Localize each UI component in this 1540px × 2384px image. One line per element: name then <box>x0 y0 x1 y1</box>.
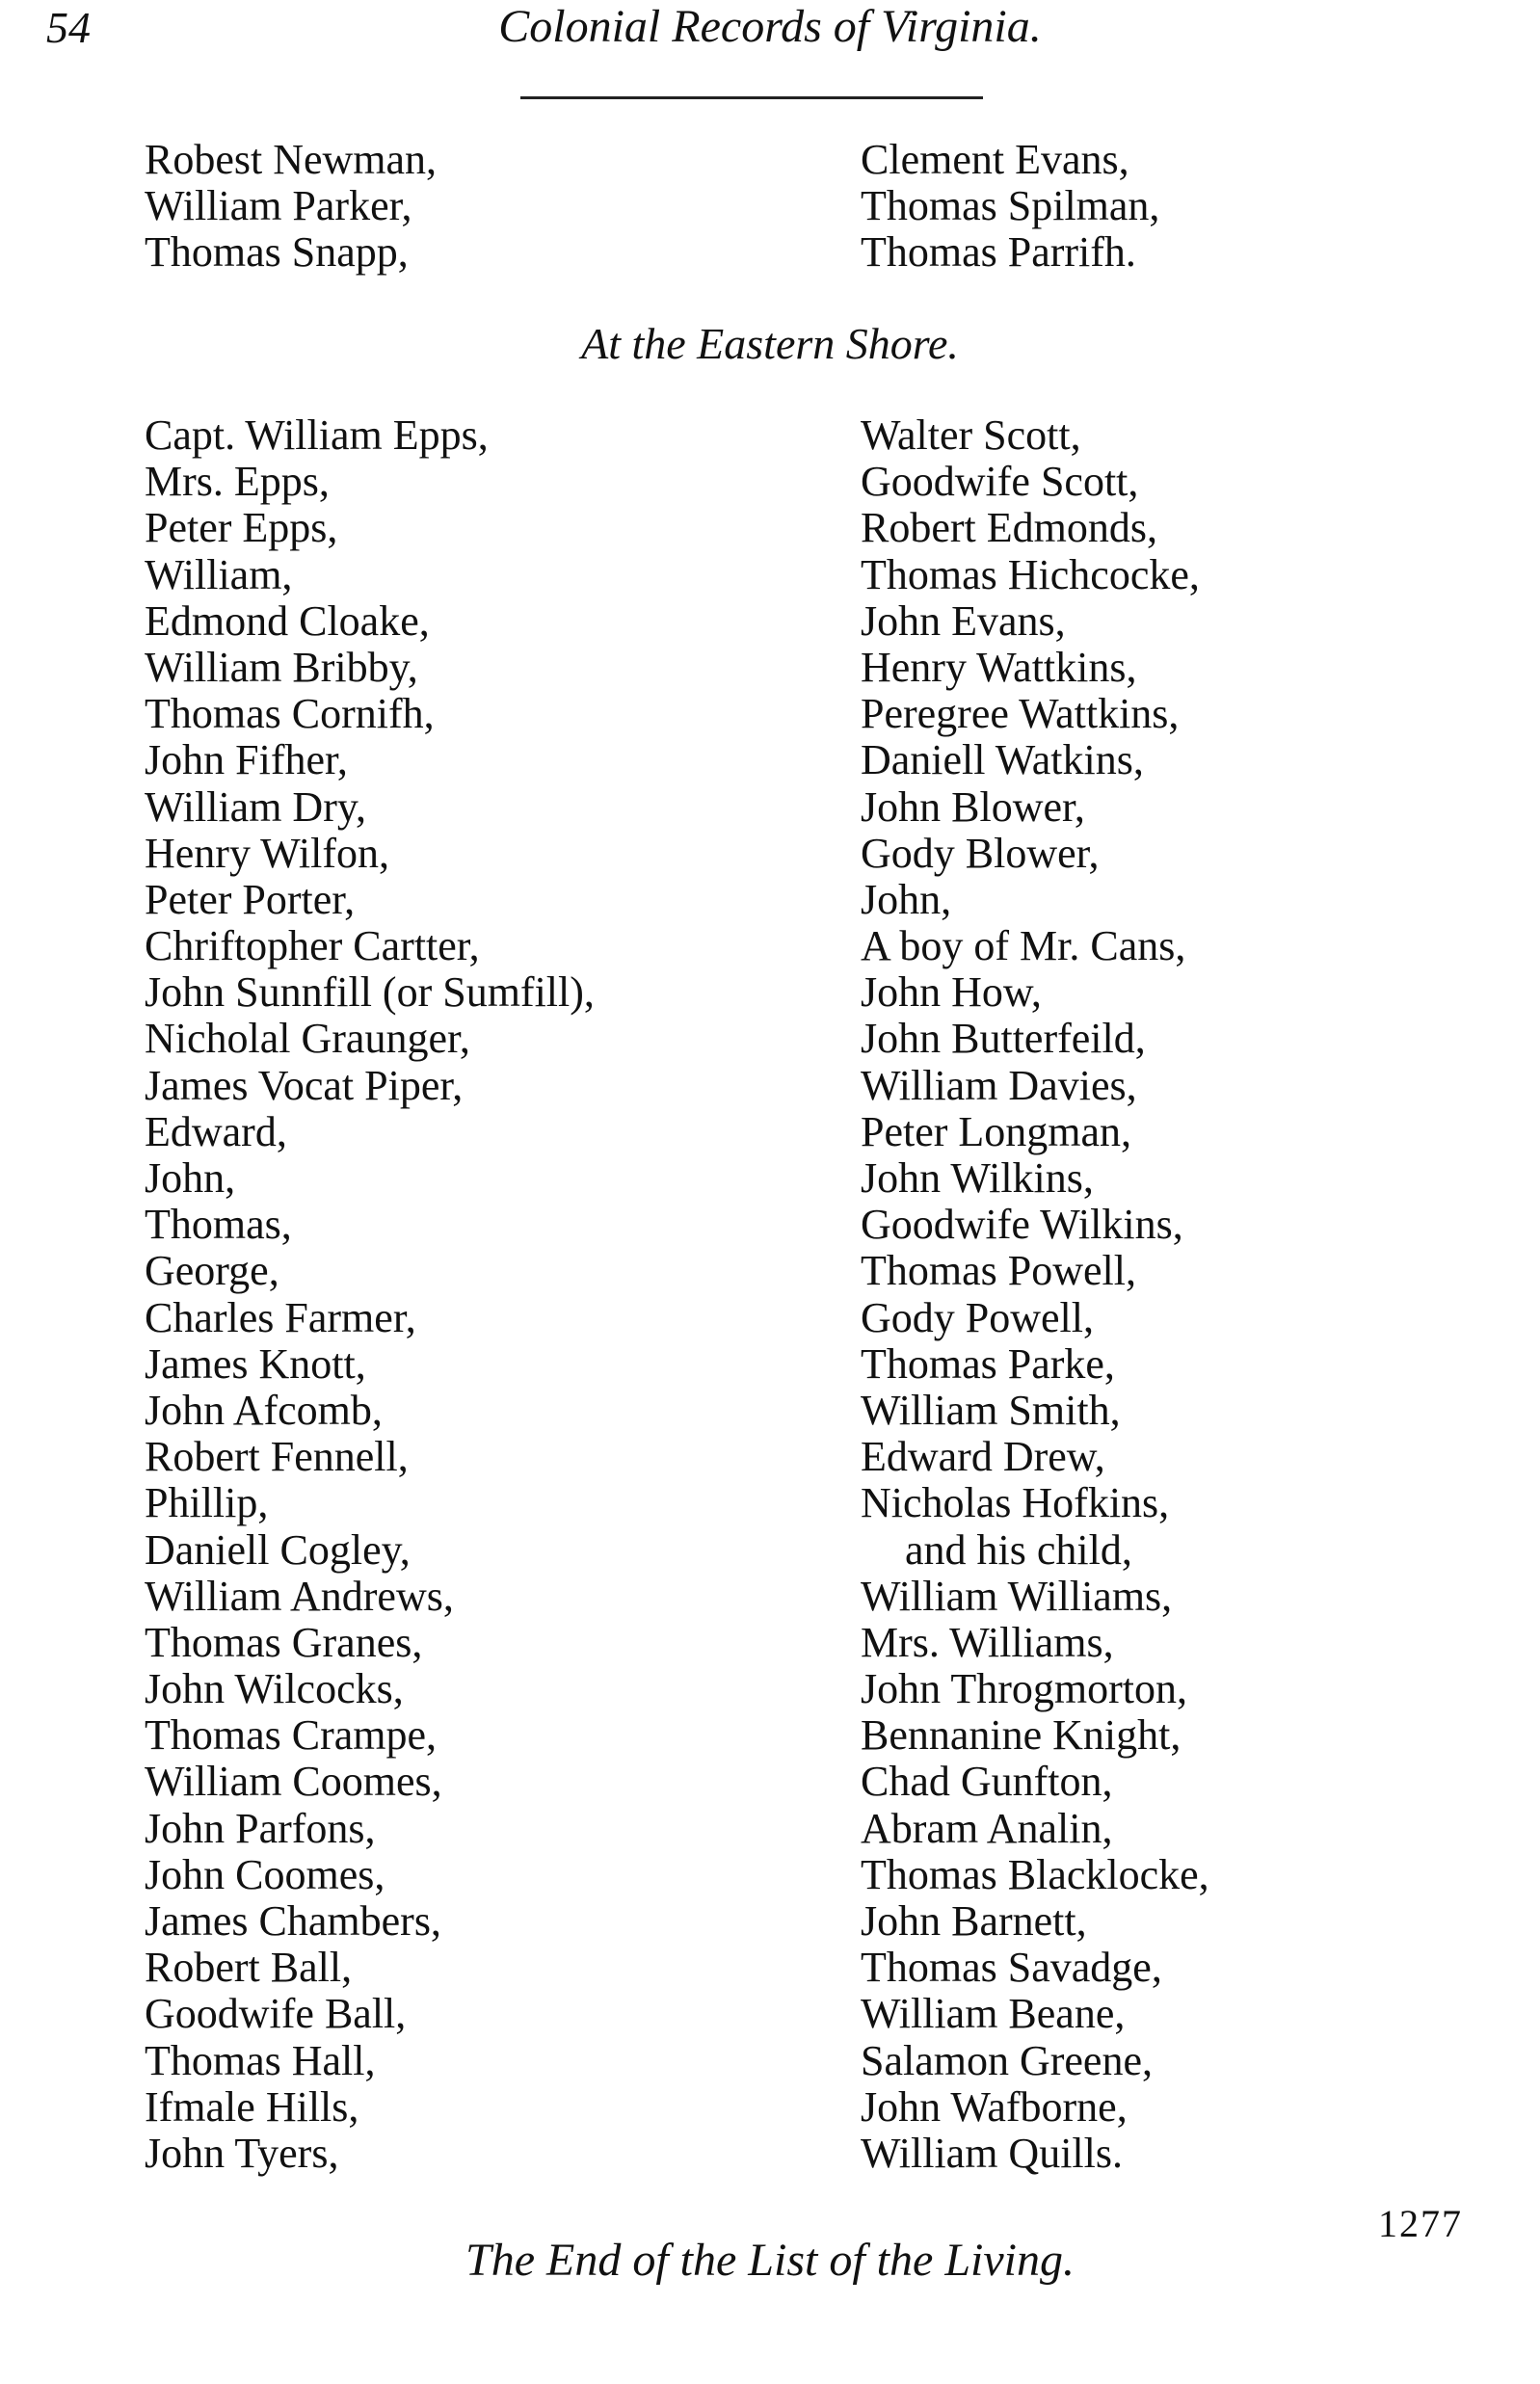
name-entry: Daniell Cogley, <box>145 1525 411 1574</box>
name-entry: Phillip, <box>145 1479 269 1527</box>
name-entry: Thomas Cornifh, <box>145 690 435 738</box>
name-entry: Thomas Granes, <box>145 1618 423 1666</box>
name-entry: Thomas Parrifh. <box>861 228 1136 277</box>
name-entry: John Parfons, <box>145 1804 376 1852</box>
name-entry: William Davies, <box>861 1061 1137 1109</box>
name-entry: Salamon Greene, <box>861 2036 1153 2084</box>
name-entry: Thomas Hall, <box>145 2036 376 2084</box>
name-entry: John Afcomb, <box>145 1386 383 1434</box>
name-entry: Gody Powell, <box>861 1293 1094 1341</box>
name-entry: Mrs. Epps, <box>145 458 330 506</box>
top-list-right-column <box>861 137 1159 277</box>
name-entry: Thomas Powell, <box>861 1247 1136 1295</box>
name-entry: Peter Epps, <box>145 504 338 552</box>
name-entry: and his child, <box>905 1525 1132 1574</box>
name-entry: Nicholal Graunger, <box>145 1015 470 1063</box>
name-entry: Edward, <box>145 1107 287 1155</box>
name-entry: George, <box>145 1247 279 1295</box>
name-entry: Mrs. Williams, <box>861 1618 1114 1666</box>
name-entry: Daniell Watkins, <box>861 736 1144 784</box>
name-entry: Abram Analin, <box>861 1804 1113 1852</box>
top-list-left-column <box>145 137 437 277</box>
name-entry: William Beane, <box>861 1990 1126 2038</box>
name-entry: James Chambers, <box>145 1897 441 1945</box>
name-entry: John Barnett, <box>861 1897 1087 1945</box>
name-entry: William Williams, <box>861 1572 1173 1620</box>
title-rule <box>520 96 983 99</box>
name-entry: Peter Porter, <box>145 875 356 923</box>
name-entry: Robert Edmonds, <box>861 504 1157 552</box>
name-entry: Thomas Parke, <box>861 1339 1115 1388</box>
name-entry: William Andrews, <box>145 1572 454 1620</box>
name-entry: John Blower, <box>861 782 1085 831</box>
name-entry: John How, <box>861 968 1042 1017</box>
end-note: The End of the List of the Living. <box>465 2235 1075 2286</box>
name-entry: Goodwife Ball, <box>145 1990 407 2038</box>
name-entry: Peter Longman, <box>861 1107 1132 1155</box>
name-entry: Bennanine Knight, <box>861 1711 1182 1760</box>
name-entry: Thomas Snapp, <box>145 228 409 277</box>
name-entry: Thomas, <box>145 1201 292 1249</box>
name-entry: Walter Scott, <box>861 411 1081 459</box>
name-entry: Chriftopher Cartter, <box>145 922 480 970</box>
name-entry: Robert Fennell, <box>145 1433 409 1481</box>
name-entry: Thomas Blacklocke, <box>861 1850 1209 1898</box>
name-entry: Edmond Cloake, <box>145 596 430 645</box>
name-entry: Edward Drew, <box>861 1433 1105 1481</box>
name-entry: Thomas Hichcocke, <box>861 550 1200 598</box>
name-entry: Thomas Savadge, <box>861 1944 1162 1992</box>
name-entry: Thomas Spilman, <box>861 182 1160 230</box>
name-entry: John Evans, <box>861 596 1066 645</box>
name-entry: John Tyers, <box>145 2129 339 2177</box>
section-heading: At the Eastern Shore. <box>581 319 959 368</box>
name-entry: James Knott, <box>145 1339 366 1388</box>
name-entry: John, <box>145 1154 236 1202</box>
name-entry: Henry Wattkins, <box>861 643 1137 691</box>
name-entry: Peregree Wattkins, <box>861 690 1180 738</box>
name-entry: Robert Ball, <box>145 1944 353 1992</box>
name-entry: John Fifher, <box>145 736 348 784</box>
name-entry: William Quills. <box>861 2129 1123 2177</box>
name-entry: Henry Wilfon, <box>145 829 390 877</box>
name-entry: William Bribby, <box>145 643 418 691</box>
eastern-shore-left-column <box>145 412 595 2177</box>
name-entry: John Wilcocks, <box>145 1665 404 1713</box>
name-entry: Goodwife Wilkins, <box>861 1201 1183 1249</box>
name-entry: Charles Farmer, <box>145 1293 416 1341</box>
name-entry: John Sunnfill (or Sumfill), <box>145 968 595 1017</box>
name-entry: Chad Gunfton, <box>861 1758 1113 1806</box>
name-entry: Ifmale Hills, <box>145 2082 359 2131</box>
name-entry: Capt. William Epps, <box>145 411 489 459</box>
name-entry: John Throgmorton, <box>861 1665 1187 1713</box>
name-entry: William Dry, <box>145 782 366 831</box>
name-entry: John Butterfeild, <box>861 1015 1146 1063</box>
name-entry: William, <box>145 550 293 598</box>
name-entry: William Smith, <box>861 1386 1121 1434</box>
name-entry: William Coomes, <box>145 1758 442 1806</box>
name-entry: Gody Blower, <box>861 829 1100 877</box>
eastern-shore-right-column <box>861 412 1209 2177</box>
folio-number: 1277 <box>1378 2202 1463 2245</box>
name-entry: James Vocat Piper, <box>145 1061 464 1109</box>
name-entry: John Wilkins, <box>861 1154 1094 1202</box>
running-title: Colonial Records of Virginia. <box>498 1 1042 52</box>
page-number: 54 <box>46 3 91 52</box>
name-entry: Robest Newman, <box>145 136 438 183</box>
name-entry: Clement Evans, <box>861 136 1129 183</box>
name-entry: Goodwife Scott, <box>861 458 1139 506</box>
name-entry: William Parker, <box>145 182 412 230</box>
name-entry: Nicholas Hofkins, <box>861 1479 1170 1527</box>
name-entry: John, <box>861 875 952 923</box>
name-entry: John Coomes, <box>145 1850 385 1898</box>
name-entry: A boy of Mr. Cans, <box>861 922 1186 970</box>
name-entry: John Wafborne, <box>861 2082 1128 2131</box>
name-entry: Thomas Crampe, <box>145 1711 438 1760</box>
